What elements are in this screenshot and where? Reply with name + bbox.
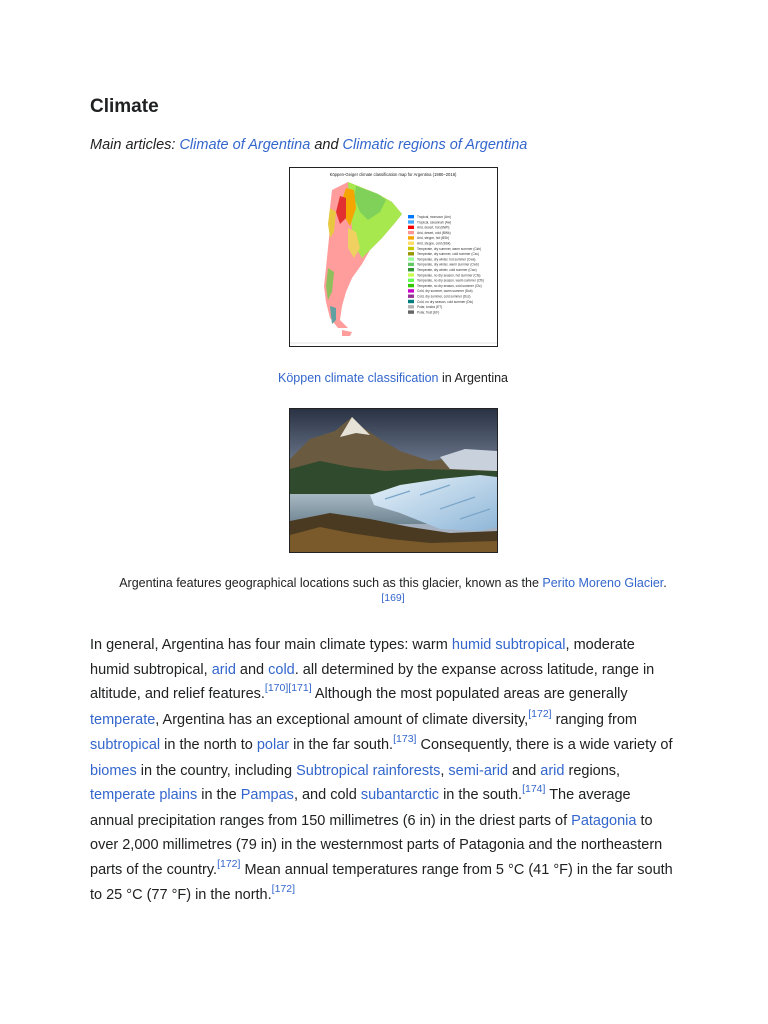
legend-swatch bbox=[408, 273, 414, 276]
legend-swatch bbox=[408, 284, 414, 287]
citation-170[interactable]: [170] bbox=[264, 682, 289, 694]
perito-moreno-glacier-link[interactable]: Perito Moreno Glacier bbox=[542, 576, 664, 590]
text: , Argentina has an exceptional amount of climate diversity, bbox=[155, 711, 529, 728]
glacier-caption bbox=[110, 573, 676, 616]
main-articles-hatnote bbox=[90, 137, 527, 153]
legend-swatch bbox=[408, 295, 414, 298]
text: regions, bbox=[564, 762, 621, 779]
legend-swatch bbox=[408, 220, 414, 223]
legend-swatch bbox=[408, 226, 414, 229]
glacier-photo-graphic bbox=[290, 409, 497, 552]
biomes-link[interactable]: biomes bbox=[90, 762, 137, 779]
arid-link[interactable]: arid bbox=[211, 661, 236, 678]
map-caption-text: in Argentina bbox=[438, 371, 508, 385]
hatnote-conjunction: and bbox=[310, 137, 343, 153]
legend-label: Cold, dry summer, warm summer (Dsb) bbox=[417, 289, 473, 294]
citation-172[interactable]: [172] bbox=[528, 707, 552, 720]
citation-171[interactable]: [171] bbox=[288, 682, 312, 694]
legend-label: Temperate, no dry season, hot summer (Cfa) bbox=[417, 273, 481, 278]
text: Although the most populated areas are generally bbox=[311, 686, 628, 702]
perito-moreno-glacier-photo[interactable] bbox=[289, 408, 498, 553]
legend-label: Temperate, dry winter, warm summer (Cwb) bbox=[417, 262, 479, 267]
legend-label: Arid, desert, hot (BWh) bbox=[417, 225, 450, 230]
legend-label: Cold, no dry season, cold summer (Dfc) bbox=[417, 299, 474, 304]
legend-swatch bbox=[408, 279, 414, 282]
map-caption bbox=[150, 368, 636, 389]
section-heading: Climate bbox=[90, 96, 159, 117]
humid-subtropical-link[interactable]: humid subtropical bbox=[451, 637, 566, 653]
citation-169[interactable]: [169] bbox=[381, 592, 405, 604]
text: The average annual precipitation ranges from 150 millimetres (6 in) in the driest parts of bbox=[90, 787, 631, 829]
arid-regions-link[interactable]: arid bbox=[540, 762, 565, 779]
legend-label: Arid, steppe, cold (BSk) bbox=[417, 241, 451, 246]
temperate-link[interactable]: temperate bbox=[90, 711, 156, 728]
koppen-classification-link[interactable]: Köppen climate classification bbox=[278, 371, 439, 385]
climate-paragraph bbox=[90, 633, 678, 909]
text: Mean annual temperatures range from 5 °C (41 °F) in the far south to 25 °C (77 °F) in the north. bbox=[90, 861, 673, 903]
legend-swatch bbox=[408, 257, 414, 260]
legend-label: Tropical, savannah (Aw) bbox=[417, 220, 452, 225]
legend-label: Temperate, dry winter, cold summer (Cwc) bbox=[417, 268, 477, 272]
legend-label: Arid, steppe, hot (BSh) bbox=[417, 236, 450, 241]
climate-of-argentina-link[interactable]: Climate of Argentina bbox=[179, 137, 311, 153]
legend-label: Arid, desert, cold (BWk) bbox=[417, 230, 451, 235]
legend-label: Temperate, dry winter, hot summer (Cwa) bbox=[417, 257, 476, 262]
legend-swatch bbox=[408, 300, 414, 303]
cold-link[interactable]: cold bbox=[268, 661, 295, 678]
glacier-caption-text: Argentina features geographical locations such as this glacier, known as the bbox=[119, 576, 543, 590]
legend-label: Temperate, no dry season, cold summer (Cfc) bbox=[417, 283, 482, 288]
legend-swatch bbox=[408, 252, 414, 255]
citation-172[interactable]: [172] bbox=[271, 883, 296, 895]
legend-swatch bbox=[408, 231, 414, 234]
temperate-plains-link[interactable]: temperate plains bbox=[90, 787, 198, 803]
text: in the far south. bbox=[289, 737, 394, 753]
koppen-map-graphic bbox=[290, 168, 497, 346]
text: . all determined by the expanse across latitude, range in altitude, and relief features. bbox=[90, 661, 655, 702]
text: and bbox=[235, 661, 269, 678]
legend-swatch bbox=[408, 242, 414, 245]
text: Consequently, there is a wide variety of bbox=[416, 737, 673, 753]
subtropical-rainforests-link[interactable]: Subtropical rainforests bbox=[296, 762, 441, 779]
legend-swatch bbox=[408, 305, 414, 308]
citation-172[interactable]: [172] bbox=[217, 857, 241, 870]
legend-swatch bbox=[408, 289, 414, 292]
text: to over 2,000 millimetres (79 in) in the westernmost parts of Patagonia and the northeastern parts of the country. bbox=[90, 812, 663, 878]
legend-swatch bbox=[408, 268, 414, 271]
legend-swatch bbox=[408, 263, 414, 266]
semi-arid-link[interactable]: semi-arid bbox=[448, 762, 509, 779]
glacier-caption-end: . bbox=[663, 576, 667, 590]
legend-label: Polar, frost (EF) bbox=[417, 310, 440, 315]
text: , moderate humid subtropical, bbox=[90, 637, 635, 678]
text: in the country, including bbox=[136, 762, 297, 779]
text: , bbox=[440, 762, 449, 779]
legend-label: Temperate, no dry season, warm summer (Cfb) bbox=[417, 278, 484, 283]
legend-label: Temperate, dry summer, cold summer (Csc) bbox=[417, 252, 479, 257]
subtropical-link[interactable]: subtropical bbox=[90, 737, 161, 753]
text: ranging from bbox=[551, 711, 638, 728]
legend-swatch bbox=[408, 247, 414, 250]
legend-label: Cold, dry summer, cold summer (Dsc) bbox=[417, 294, 471, 299]
legend-swatch bbox=[408, 310, 414, 313]
citation-174[interactable]: [174] bbox=[522, 783, 546, 795]
legend-label: Temperate, dry summer, warm summer (Csb) bbox=[417, 246, 482, 251]
text: in the north to bbox=[160, 737, 257, 753]
koppen-map-image[interactable] bbox=[289, 167, 498, 347]
text: in the south. bbox=[439, 787, 523, 803]
map-title: Köppen-Geiger climate classification map for Argentina (1980–2016) bbox=[329, 172, 457, 177]
text: and bbox=[508, 762, 541, 779]
text: in the bbox=[197, 787, 241, 803]
text: , and cold bbox=[293, 787, 361, 803]
climatic-regions-link[interactable]: Climatic regions of Argentina bbox=[342, 137, 528, 153]
hatnote-prefix: Main articles: bbox=[90, 137, 180, 153]
text: In general, Argentina has four main climate types: warm bbox=[90, 637, 452, 653]
polar-link[interactable]: polar bbox=[256, 737, 290, 753]
legend-label: Polar, tundra (ET) bbox=[417, 305, 443, 310]
legend-swatch bbox=[408, 215, 414, 218]
citation-173[interactable]: [173] bbox=[393, 733, 417, 745]
patagonia-link[interactable]: Patagonia bbox=[571, 812, 637, 829]
legend-label: Tropical, monsoon (Am) bbox=[417, 215, 451, 219]
pampas-link[interactable]: Pampas bbox=[240, 787, 294, 803]
subantarctic-link[interactable]: subantarctic bbox=[360, 787, 440, 803]
legend-swatch bbox=[408, 236, 414, 239]
